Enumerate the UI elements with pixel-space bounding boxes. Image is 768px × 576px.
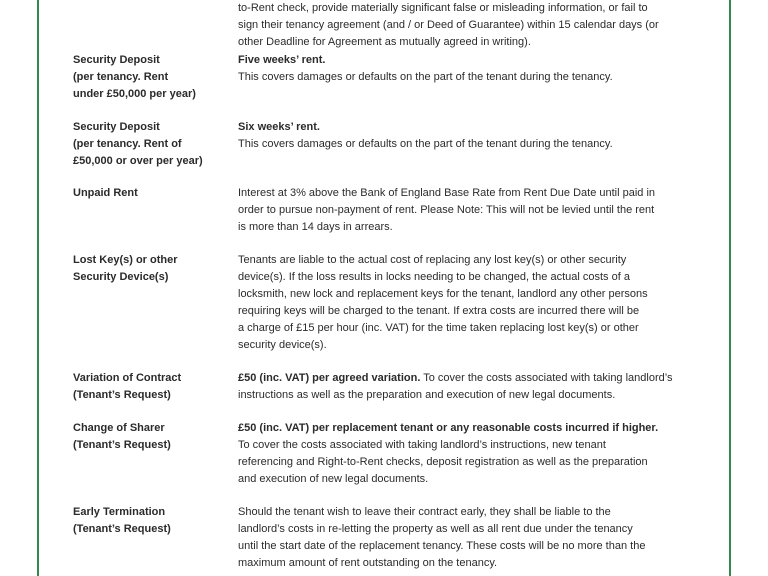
fee-description-line: Should the tenant wish to leave their contract early, they shall be liable to the [238,506,611,518]
fee-term-line: Security Deposit [73,121,160,133]
fee-description [238,185,708,236]
fee-term-line: (Tenant’s Request) [73,389,171,401]
fee-description-line: This covers damages or defaults on the part of the tenant during the tenancy. [238,71,613,83]
fee-description-line: This covers damages or defaults on the part of the tenant during the tenancy. [238,138,613,150]
fee-description-line: to-Rent check, provide materially significant false or misleading information, or fail to [238,2,648,14]
fee-description-line: a charge of £15 per hour (inc. VAT) for the time taken replacing lost key(s) or other [238,322,639,334]
fee-amount: £50 (inc. VAT) per agreed variation. [238,372,421,384]
fee-description [238,252,708,354]
fee-description-line: To cover the costs associated with taking landlord’s instructions, new tenant [238,439,606,451]
fee-description [238,370,708,404]
fee-description-line: until the start date of the replacement tenancy. These costs will be no more than the [238,540,646,552]
fee-term [73,185,233,202]
fee-description-line: Tenants are liable to the actual cost of replacing any lost key(s) or other security [238,254,627,266]
fee-description [238,52,708,86]
fee-description-line: instructions as well as the preparation and execution of new legal documents. [238,389,616,401]
fee-description [238,119,708,153]
fee-term-line: Unpaid Rent [73,187,138,199]
fee-description-line [238,370,708,387]
fee-term [73,252,233,286]
page-border-left [37,0,39,576]
fee-description-line: Interest at 3% above the Bank of England Base Rate from Rent Due Date until paid in [238,187,656,199]
fee-description-line: Six weeks’ rent. [238,121,320,133]
fee-description-line: £50 (inc. VAT) per replacement tenant or any reasonable costs incurred if higher. [238,422,659,434]
fee-term-line: (per tenancy. Rent of [73,138,182,150]
fee-description-line: device(s). If the loss results in locks needing to be changed, the actual costs of a [238,271,630,283]
fee-term-line: £50,000 or over per year) [73,155,203,167]
fee-term [73,119,233,170]
fee-term-line: Variation of Contract [73,372,182,384]
fee-description-line: order to pursue non-payment of rent. Please Note: This will not be levied until the rent [238,204,655,216]
fee-term [73,370,233,404]
fee-term [73,420,233,454]
fee-term-line: Change of Sharer [73,422,165,434]
fee-description-line: is more than 14 days in arrears. [238,221,393,233]
fee-description [238,504,708,572]
fee-term-line: Security Deposit [73,54,160,66]
fee-description-line: locksmith, new lock and replacement keys for the tenant, landlord any other persons [238,288,648,300]
fee-description-line: landlord’s costs in re-letting the property as well as all rent due under the tenancy [238,523,633,535]
fee-description-line: requiring keys will be charged to the tenant. If extra costs are incurred there will be [238,305,640,317]
fee-description-line: security device(s). [238,339,327,351]
fee-description-line: sign their tenancy agreement (and / or Deed of Guarantee) within 15 calendar days (or [238,19,659,31]
fee-term [73,52,233,103]
fee-term-line: (Tenant’s Request) [73,523,171,535]
fee-term-line: Lost Key(s) or other [73,254,178,266]
fee-description [238,0,708,51]
fee-term-line: under £50,000 per year) [73,88,196,100]
fee-term [73,504,233,538]
fee-term-line: (Tenant’s Request) [73,439,171,451]
fee-description-line: referencing and Right-to-Rent checks, deposit registration as well as the preparation [238,456,648,468]
fee-description-text: To cover the costs associated with taking landlord’s [420,372,673,384]
fee-term-line: (per tenancy. Rent [73,71,169,83]
fee-term-line: Security Device(s) [73,271,169,283]
fee-description-line: other Deadline for Agreement as mutually agreed in writing). [238,36,531,48]
fee-description-line: Five weeks’ rent. [238,54,326,66]
fee-description [238,420,708,488]
fee-description-line: maximum amount of rent outstanding on the tenancy. [238,557,498,569]
fee-description-line: and execution of new legal documents. [238,473,429,485]
page-border-right [729,0,731,576]
fee-term-line: Early Termination [73,506,166,518]
